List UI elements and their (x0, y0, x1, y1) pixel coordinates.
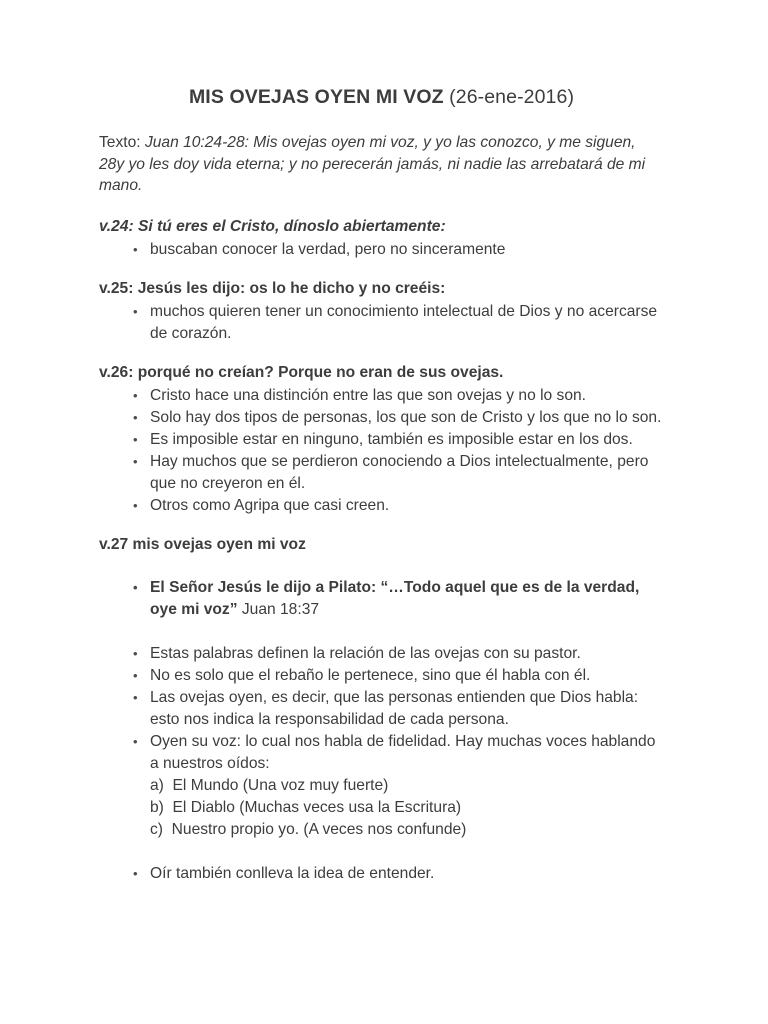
voices-sub-list (150, 775, 664, 841)
list-item: • Estas palabras definen la relación de las ovejas con su pastor. (99, 643, 664, 665)
section-v27 (99, 534, 664, 885)
section-v26 (99, 362, 664, 517)
heading-v27: v.27 mis ovejas oyen mi voz (99, 535, 306, 553)
heading-v25: v.25: Jesús les dijo: os lo he dicho y no creéis: (99, 279, 446, 297)
heading-v24: v.24: Si tú eres el Cristo, dínoslo abiertamente: (99, 217, 446, 235)
sub-list-item-a: a) El Mundo (Una voz muy fuerte) (150, 776, 389, 794)
texto-scripture: Juan 10:24-28: Mis ovejas oyen mi voz, y yo las conozco, y me siguen, 28y yo les doy vida eterna; y no perecerán jamás, ni nadie las arrebatará de mi mano. (99, 134, 646, 194)
page-title-main: MIS OVEJAS OYEN MI VOZ (188, 86, 444, 108)
bullet-list-v25 (99, 301, 664, 345)
list-item: • muchos quieren tener un conocimiento intelectual de Dios y no acercarse de corazón. (99, 301, 664, 345)
quote-text: El Señor Jesús le dijo a Pilato: “…Todo aquel que es de la verdad, oye mi voz” (150, 578, 640, 618)
voices-intro: Oyen su voz: lo cual nos habla de fidelidad. Hay muchas voces hablando a nuestros oídos: (150, 732, 656, 772)
list-item: • Las ovejas oyen, es decir, que las personas entienden que Dios habla: esto nos indica la responsabilidad de cada persona. (99, 687, 664, 731)
list-item: • buscaban conocer la verdad, pero no sinceramente (99, 239, 664, 261)
sub-list-item-b: b) El Diablo (Muchas veces usa la Escritura) (150, 798, 462, 816)
page-title (99, 84, 664, 110)
scripture-text-paragraph (99, 132, 664, 197)
list-item-quote (99, 577, 664, 621)
list-item-voices (99, 731, 664, 841)
bullet-list-v24 (99, 239, 664, 261)
list-item: • Otros como Agripa que casi creen. (99, 495, 664, 517)
page-title-date: (26-ene-2016) (449, 86, 575, 108)
heading-v26: v.26: porqué no creían? Porque no eran de sus ovejas. (99, 363, 504, 381)
list-item: • No es solo que el rebaño le pertenece, sino que él habla con él. (99, 665, 664, 687)
texto-label: Texto: (99, 134, 145, 151)
bullet-list-v27 (99, 577, 664, 885)
section-v25 (99, 278, 664, 345)
list-item: • Hay muchos que se perdieron conociendo a Dios intelectualmente, pero que no creyeron en él. (99, 451, 664, 495)
sub-list-item-c: c) Nuestro propio yo. (A veces nos confunde) (150, 820, 467, 838)
bullet-list-v26 (99, 385, 664, 517)
list-item: • Cristo hace una distinción entre las que son ovejas y no lo son. (99, 385, 664, 407)
section-v24 (99, 216, 664, 261)
list-item: • Es imposible estar en ninguno, también es imposible estar en los dos. (99, 429, 664, 451)
quote-reference: Juan 18:37 (237, 600, 320, 618)
list-item: • Solo hay dos tipos de personas, los que son de Cristo y los que no lo son. (99, 407, 664, 429)
list-item: • Oír también conlleva la idea de entender. (99, 863, 664, 885)
